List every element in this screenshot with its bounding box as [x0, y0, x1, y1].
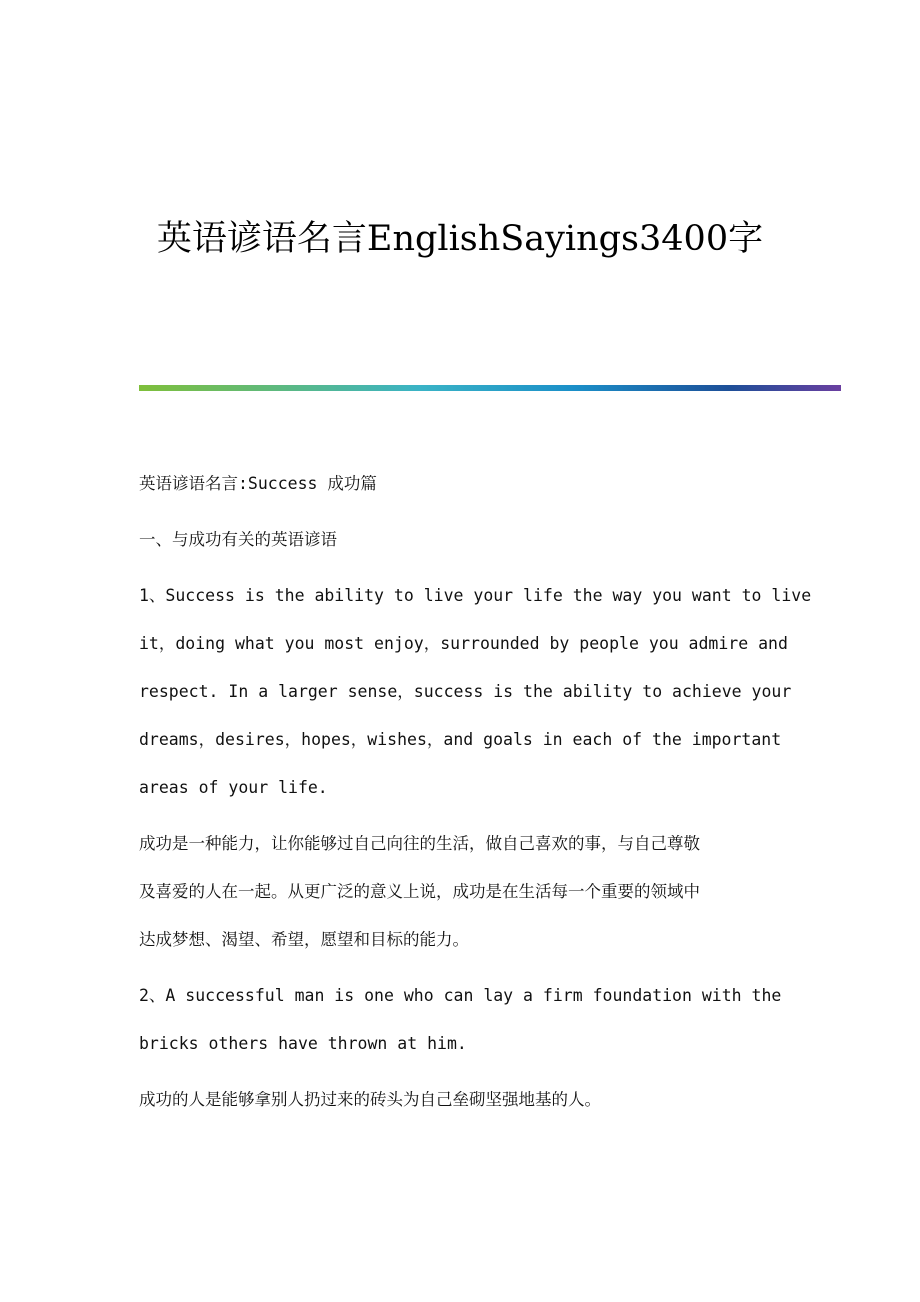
subsection-heading: 一、与成功有关的英语谚语: [139, 530, 337, 549]
title-gradient-rule: [139, 385, 841, 391]
saying-item-2: [139, 972, 789, 1124]
saying-english-line: bricks others have thrown at him.: [139, 1034, 467, 1053]
saying-chinese-line: 及喜爱的人在一起。从更广泛的意义上说，成功是在生活每一个重要的领域中: [139, 882, 700, 901]
saying-item-1: [139, 572, 812, 964]
saying-english-line: areas of your life.: [139, 778, 328, 797]
saying-english-line: dreams，desires，hopes，wishes，and goals in each of the important: [139, 730, 782, 749]
saying-chinese-line: 成功是一种能力，让你能够过自己向往的生活，做自己喜欢的事，与自己尊敬: [139, 834, 700, 853]
document-title: 英语谚语名言EnglishSayings3400字: [156, 219, 764, 259]
section-heading: 英语谚语名言:Success 成功篇: [139, 474, 377, 493]
saying-english-line: respect. In a larger sense，success is the ability to achieve your: [139, 682, 792, 701]
saying-chinese-line: 达成梦想、渴望、希望，愿望和目标的能力。: [139, 930, 469, 949]
document-body: [139, 460, 812, 1124]
saying-chinese-line: 成功的人是能够拿别人扔过来的砖头为自己垒砌坚强地基的人。: [139, 1090, 601, 1109]
saying-english-line: it，doing what you most enjoy，surrounded by people you admire and: [139, 634, 788, 653]
saying-english-line: 2、A successful man is one who can lay a firm foundation with the: [139, 986, 782, 1005]
saying-english-line: 1、Success is the ability to live your life the way you want to live: [139, 586, 812, 605]
